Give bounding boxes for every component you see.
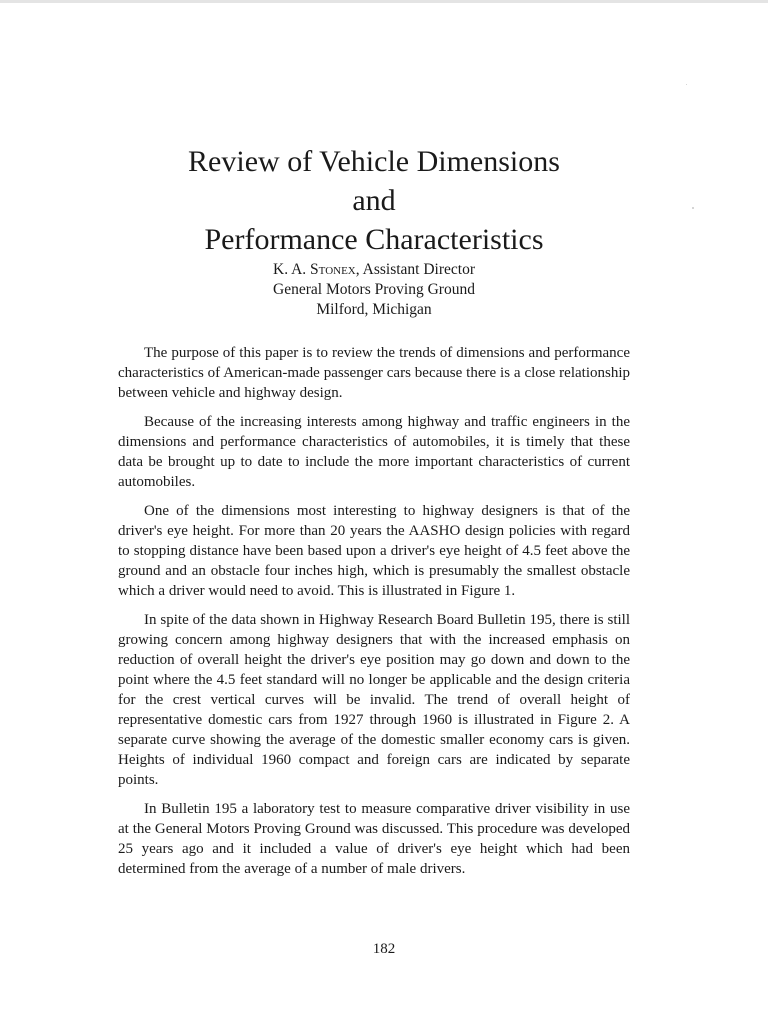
- page-top-edge: [0, 0, 768, 3]
- paper-page: [118, 142, 630, 888]
- page-number: 182: [372, 941, 396, 957]
- title-line-1: Review of Vehicle Dimensions: [188, 145, 560, 178]
- paragraph: Because of the increasing interests among highway and traffic engineers in the dimensions and performance characteristics of automobiles, it is timely that these data be brought up to date to include the more important characteristics of current automobiles.: [118, 414, 630, 490]
- scan-speck: [686, 84, 687, 85]
- paragraph: In spite of the data shown in Highway Research Board Bulletin 195, there is still growing concern among highway designers that with the increased emphasis on reduction of overall height the driver's eye position may go down and down to the point where the 4.5 feet standard will no longer be applicable and the design criteria for the crest vertical curves will be invalid. The trend of overall height of representative domestic cars from 1927 through 1960 is illustrated in Figure 2. A separate curve showing the average of the domestic smaller economy cars is given. Heights of individual 1960 compact and foreign cars are indicated by separate points.: [118, 612, 630, 788]
- paragraph: In Bulletin 195 a laboratory test to measure comparative driver visibility in use at the General Motors Proving Ground was discussed. This procedure was developed 25 years ago and it included a value of driver's eye height which had been determined from the average of a number of male drivers.: [118, 801, 630, 877]
- author-organization: General Motors Proving Ground: [273, 281, 475, 298]
- author-initials: K. A.: [273, 261, 311, 278]
- author-surname: Stonex: [310, 261, 356, 278]
- author-line: [118, 260, 630, 280]
- paragraph: The purpose of this paper is to review the trends of dimensions and performance characteristics of American-made passenger cars because there is a close relationship between vehicle and highway design.: [118, 345, 630, 401]
- paper-body: [118, 343, 630, 879]
- scan-speck: [692, 207, 694, 209]
- paragraph: One of the dimensions most interesting to highway designers is that of the driver's eye height. For more than 20 years the AASHO design policies with regard to stopping distance have been based upon a driver's eye height of 4.5 feet above the ground and an obstacle four inches high, which is presumably the smallest obstacle which a driver would need to avoid. This is illustrated in Figure 1.: [118, 503, 630, 599]
- author-role: , Assistant Director: [355, 261, 475, 278]
- title-line-3: Performance Characteristics: [204, 223, 544, 256]
- author-block: [118, 260, 630, 320]
- paper-title: [118, 142, 630, 259]
- title-line-2: and: [352, 184, 396, 217]
- author-location: Milford, Michigan: [316, 301, 432, 318]
